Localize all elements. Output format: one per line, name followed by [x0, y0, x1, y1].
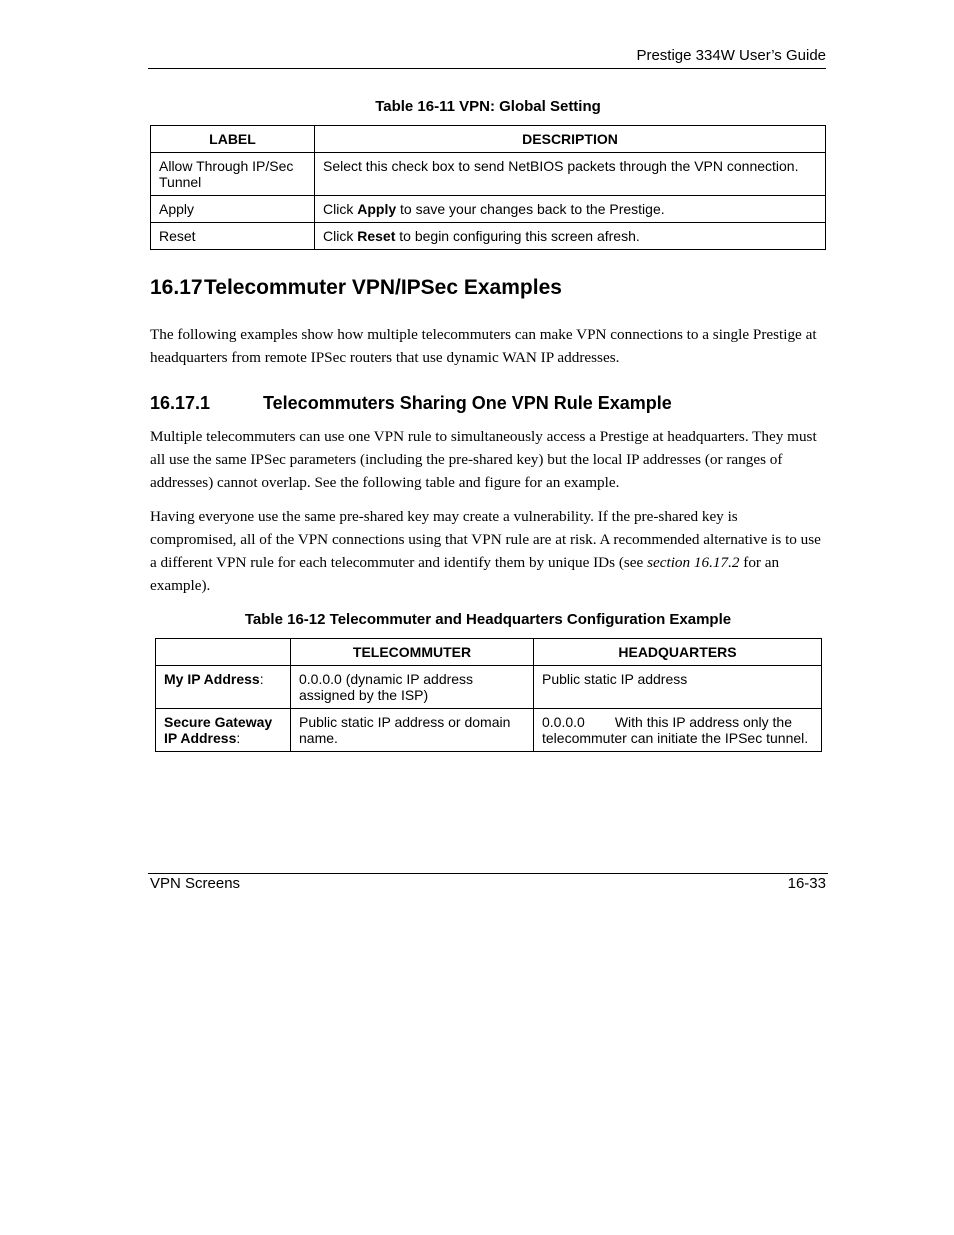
- section-reference: section 16.17.2: [647, 554, 740, 571]
- telecommuter-value: Public static IP address or domain name.: [291, 709, 534, 752]
- footer-rule: [148, 873, 828, 874]
- column-header-telecommuter: TELECOMMUTER: [291, 639, 534, 666]
- table1-caption: Table 16-11 VPN: Global Setting: [375, 98, 601, 115]
- footer-page-number: 16-33: [787, 875, 826, 892]
- table-row: [151, 223, 826, 250]
- column-header-empty: [156, 639, 291, 666]
- section-number: 16.17: [150, 276, 203, 299]
- paragraph-2: Having everyone use the same pre-shared key may create a vulnerability. If the pre-shared key is compromised, all of the VPN connections using that VPN rule are at risk. A recommended alternative is to use a different VPN rule for each telecommuter and identify them by unique IDs (see section 16.17.2 for an example).: [150, 508, 821, 594]
- telecommuter-value: 0.0.0.0 (dynamic IP address assigned by the ISP): [291, 666, 534, 709]
- row-description: Select this check box to send NetBIOS packets through the VPN connection.: [315, 153, 826, 196]
- subsection-heading: [150, 393, 672, 414]
- row-label: My IP Address:: [156, 666, 291, 709]
- headquarters-value: Public static IP address: [534, 666, 822, 709]
- row-description: Click Reset to begin configuring this screen afresh.: [315, 223, 826, 250]
- running-header: Prestige 334W User’s Guide: [636, 47, 826, 64]
- row-label: Secure Gateway IP Address:: [156, 709, 291, 752]
- table-row: [151, 196, 826, 223]
- configuration-example-table: [155, 638, 822, 752]
- table-row: [151, 153, 826, 196]
- column-header-label: LABEL: [151, 126, 315, 153]
- section-title: Telecommuter VPN/IPSec Examples: [204, 276, 562, 299]
- table2-caption: Table 16-12 Telecommuter and Headquarters Configuration Example: [244, 611, 732, 628]
- subsection-title: Telecommuters Sharing One VPN Rule Example: [263, 393, 672, 413]
- paragraph-1: Multiple telecommuters can use one VPN rule to simultaneously access a Prestige at headquarters. They must all use the same IPSec parameters (including the pre-shared key) but the local IP addresses (or ranges of addresses) cannot overlap. See the following table and figure for an example.: [150, 428, 817, 491]
- column-header-description: DESCRIPTION: [315, 126, 826, 153]
- footer-chapter: VPN Screens: [150, 875, 241, 892]
- global-setting-table: [150, 125, 826, 250]
- row-label: Allow Through IP/Sec Tunnel: [151, 153, 315, 196]
- table-row: [156, 666, 822, 709]
- headquarters-value: 0.0.0.0 With this IP address only the telecommuter can initiate the IPSec tunnel.: [534, 709, 822, 752]
- row-label: Reset: [151, 223, 315, 250]
- section-intro-paragraph: The following examples show how multiple telecommuters can make VPN connections to a single Prestige at headquarters from remote IPSec routers that use dynamic WAN IP addresses.: [150, 326, 817, 366]
- section-heading: [150, 276, 562, 300]
- subsection-number: 16.17.1: [150, 393, 211, 413]
- column-header-headquarters: HEADQUARTERS: [534, 639, 822, 666]
- header-rule: [148, 68, 826, 69]
- row-label: Apply: [151, 196, 315, 223]
- table-row: [156, 709, 822, 752]
- row-description: Click Apply to save your changes back to the Prestige.: [315, 196, 826, 223]
